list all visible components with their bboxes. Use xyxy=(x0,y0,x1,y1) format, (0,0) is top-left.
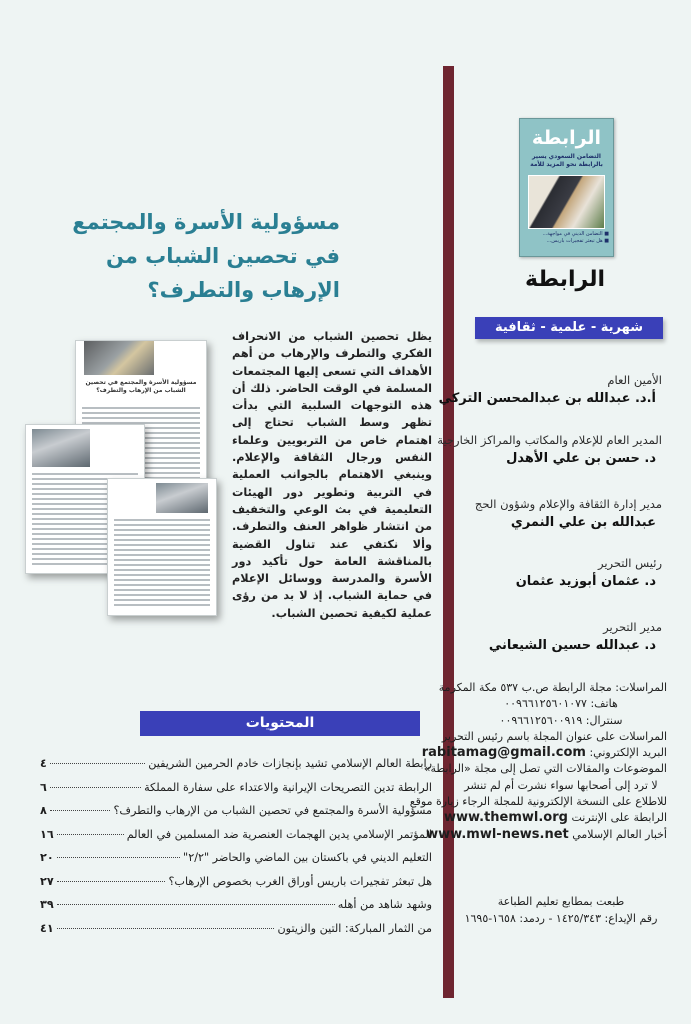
email-row xyxy=(421,745,667,761)
staff-role: المدير العام للإعلام والمكاتب والمراكز الخارجية xyxy=(437,433,662,447)
staff-name: د. عبدالله حسين الشيعاني xyxy=(488,638,656,653)
staff-entry xyxy=(475,495,662,533)
staff-role: الأمين العام xyxy=(607,373,662,387)
toc-page-number: ٦ xyxy=(40,780,47,794)
article-thumbnails xyxy=(25,340,215,620)
cover-photo xyxy=(528,175,605,229)
site-row xyxy=(443,810,667,826)
printing-info xyxy=(455,893,667,927)
deposit-number: رقم الإيداع: ١٤٢٥/٣٤٣ - ردمد: ١٦٥٨-١٦٩٥ xyxy=(464,912,658,925)
switchboard-number: سنترال: ٠٠٩٦٦١٢٥٦٠٠٩١٩ xyxy=(499,713,623,727)
cover-logo: الرابطة xyxy=(531,127,602,149)
cover-headline: التضامن السعودي يسير بالرابطة نحو المزيد للأمة xyxy=(530,153,603,168)
toc-item[interactable]: مسؤولية الأسرة والمجتمع في تحصين الشباب من الإرهاب والتطرف؟ ٨ xyxy=(40,804,432,817)
toc-item[interactable]: رابطة العالم الإسلامي تشيد بإنجازات خادم الحرمين الشريفين ٤ xyxy=(40,757,432,770)
toc-page-number: ٨ xyxy=(40,804,47,817)
electronic-copy-note: للاطلاع على النسخة الإلكترونية للمجلة الرجاء زيارة موقع xyxy=(409,795,667,809)
article-title-line: مسؤولية الأسرة والمجتمع xyxy=(72,210,340,234)
magazine-cover xyxy=(519,118,614,257)
toc-item[interactable]: من الثمار المباركة: التين والزيتون ٤١ xyxy=(40,921,432,935)
toc-page-number: ٤١ xyxy=(40,921,54,935)
site-link[interactable]: www.themwl.org xyxy=(443,810,568,826)
contact-info xyxy=(409,680,667,843)
toc-item[interactable]: التعليم الديني في باكستان بين الماضي والحاضر "٢/٢" ٢٠ xyxy=(40,851,432,864)
news-site-link[interactable]: www.mwl-news.net xyxy=(426,826,569,842)
staff-name: د. عثمان أبوزيد عثمان xyxy=(515,574,656,589)
toc-page-number: ٣٩ xyxy=(40,898,54,911)
crowd-photo xyxy=(32,429,90,467)
staff-entry xyxy=(439,371,662,409)
cover-footer: ■ التضامن الديني في مواجهة... ■ هل تبعثر تفجيرات باريس... xyxy=(542,231,609,244)
masthead-tagline: شهرية - علمية - ثقافية xyxy=(475,317,663,339)
staff-role: مدير إدارة الثقافة والإعلام وشؤون الحج xyxy=(474,497,662,511)
printer-name: طبعت بمطابع تعليم الطباعة xyxy=(497,895,625,908)
staff-entry xyxy=(489,618,662,656)
staff-entry xyxy=(516,554,662,592)
site-label: الرابطة على الإنترنت xyxy=(571,811,667,825)
group-photo xyxy=(156,483,208,513)
contents-header: المحتويات xyxy=(140,711,420,736)
toc-page-number: ٢٧ xyxy=(40,874,54,888)
smoke-photo xyxy=(84,341,154,375)
thumbnail-title: مسؤولية الأسرة والمجتمع في تحصين الشباب من الإرهاب والتطرف؟ xyxy=(85,379,197,394)
table-of-contents xyxy=(40,757,432,945)
article-body: يظل تحصين الشباب من الانحراف الفكري والتطرف والإرهاب من أهم الأهداف التي تسعى إليها المجتمعات المسلمة في الوقت الحاضر. ذلك أن هذه التوجهات السلبية التي بدأت تظهر وسط الشباب تحتاج إلى اهتمام خاص من التربويين وعلماء النفس ورجال الثقافة والإعلام. وينبغي الاهتمام بالجوانب العملية في التربية وتطوير دور الهيئات التعليمية في بث الوعي والتخفيف من انتشار ظواهر العنف والتطرف. وألا نكتفي عند تناول القضية بالمناقشة العامة حول تأكيد دور الأسرة والمدرسة ووسائل الإعلام في حماية الشباب. إذ لا بد من رؤى عملية لكيفية تحصين الشباب. xyxy=(232,330,432,620)
articles-note: الموضوعات والمقالات التي تصل إلى مجلة «الرابطة» xyxy=(423,762,667,776)
phone-number: هاتف: ٠٠٩٦٦١٢٥٦٠١٠٧٧ xyxy=(504,697,618,711)
article-title xyxy=(30,205,340,307)
column-divider xyxy=(443,66,454,998)
not-returned-note: لا ترد إلى أصحابها سواء نشرت أم لم تنشر xyxy=(464,778,658,792)
toc-page-number: ١٦ xyxy=(40,827,54,841)
email-link[interactable]: rabitamag@gmail.com xyxy=(421,745,586,761)
staff-name: د. حسن بن علي الأهدل xyxy=(506,451,656,466)
toc-item[interactable]: الرابطة تدين التصريحات الإيرانية والاعتداء على سفارة المملكة ٦ xyxy=(40,780,432,794)
article-title-line: في تحصين الشباب من xyxy=(105,244,340,268)
staff-name: عبدالله بن علي النمري xyxy=(510,515,656,530)
staff-name: أ.د. عبدالله بن عبدالمحسن التركي xyxy=(438,391,656,406)
masthead-title: الرابطة xyxy=(524,267,606,292)
staff-entry xyxy=(437,431,662,469)
toc-page-number: ٢٠ xyxy=(40,851,54,864)
toc-page-number: ٤ xyxy=(40,757,47,770)
toc-item[interactable]: المؤتمر الإسلامي يدين الهجمات العنصرية ضد المسلمين في العالم ١٦ xyxy=(40,827,432,841)
mailing-address: المراسلات: مجلة الرابطة ص.ب ٥٣٧ مكة المكرمة xyxy=(438,681,667,694)
toc-item[interactable]: وشهد شاهد من أهله ٣٩ xyxy=(40,898,432,911)
news-row xyxy=(426,826,667,843)
email-label: البريد الإلكتروني: xyxy=(589,746,667,760)
thumbnail-page-3 xyxy=(107,478,217,616)
staff-role: مدير التحرير xyxy=(603,620,662,634)
staff-role: رئيس التحرير xyxy=(597,556,662,570)
news-label: أخبار العالم الإسلامي xyxy=(572,827,667,841)
toc-item[interactable]: هل تبعثر تفجيرات باريس أوراق الغرب بخصوص الإرهاب؟ ٢٧ xyxy=(40,874,432,888)
correspondence-note: المراسلات على عنوان المجلة باسم رئيس التحرير xyxy=(441,729,667,743)
article-title-line: الإرهاب والتطرف؟ xyxy=(147,278,340,302)
